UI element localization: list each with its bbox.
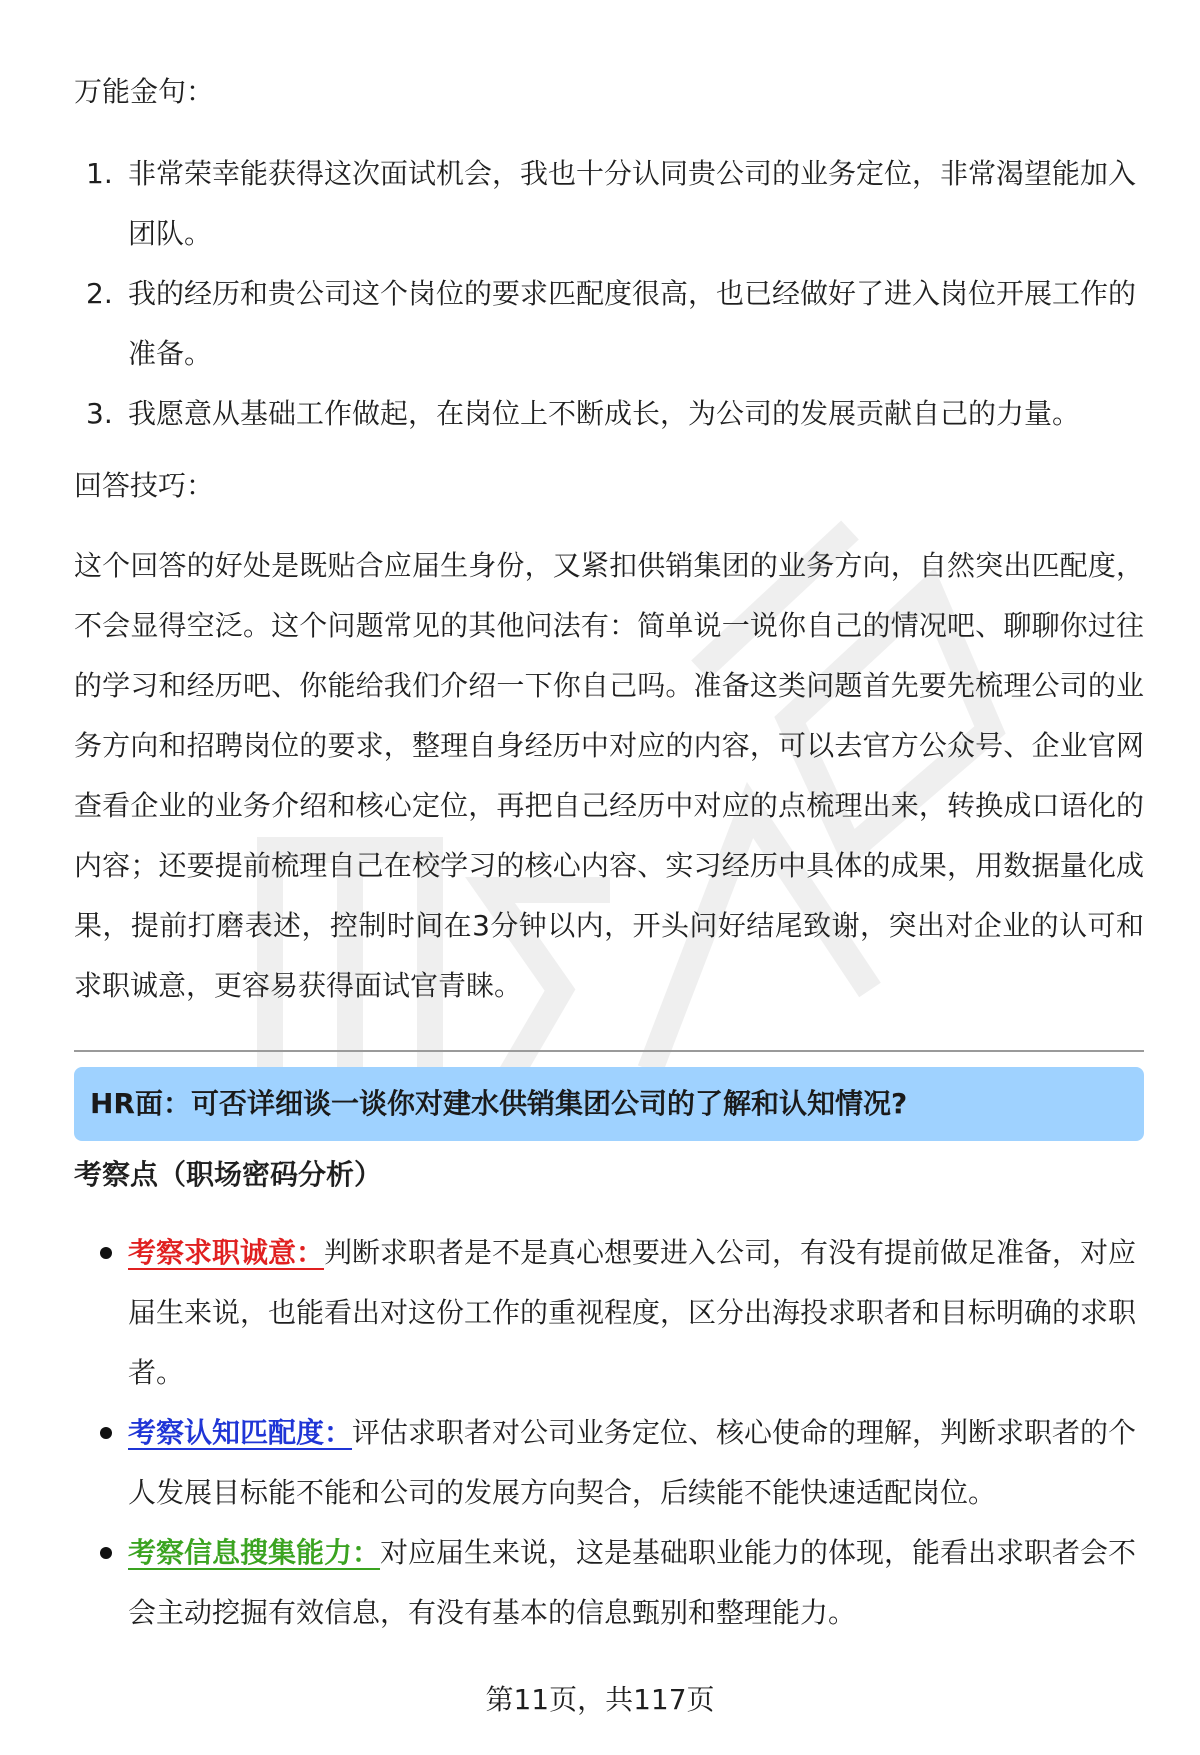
list-number: 1. <box>86 157 113 190</box>
section-divider <box>74 1050 1144 1052</box>
point-text: 对应届生来说，这是基础职业能力的体现，能看出求职者会不会主动挖掘有效信息，有没有基本的信息甄别和整理能力。 <box>128 1536 1137 1629</box>
keyword-cognition: 考察认知匹配度： <box>128 1416 353 1449</box>
tips-paragraph: 这个回答的好处是既贴合应届生身份，又紧扣供销集团的业务方向，自然突出匹配度，不会显得空泛。这个问题常见的其他问法有：简单说一说你自己的情况吧、聊聊你过往的学习和经历吧、你能给我们介绍一下你自己吗。准备这类问题首先要先梳理公司的业务方向和招聘岗位的要求，整理自身经历中对应的内容，可以去官方公众号、企业官网查看企业的业务介绍和核心定位，再把自己经历中对应的点梳理出来，转换成口语化的内容；还要提前梳理自己在校学习的核心内容、实习经历中具体的成果，用数据量化成果，提前打磨表述，控制时间在3分钟以内，开头问好结尾致谢，突出对企业的认可和求职诚意，更容易获得面试官青睐。 <box>74 549 1144 1002</box>
keyword-information: 考察信息搜集能力： <box>128 1536 381 1569</box>
list-number: 3. <box>86 397 113 430</box>
point-text: 判断求职者是不是真心想要进入公司，有没有提前做足准备，对应届生来说，也能看出对这份工作的重视程度，区分出海投求职者和目标明确的求职者。 <box>128 1236 1137 1389</box>
list-item-text: 我的经历和贵公司这个岗位的要求匹配度很高，也已经做好了进入岗位开展工作的准备。 <box>128 277 1137 370</box>
keyword-sincerity: 考察求职诚意： <box>128 1236 325 1269</box>
point-text: 评估求职者对公司业务定位、核心使命的理解，判断求职者的个人发展目标能不能和公司的发展方向契合，后续能不能快速适配岗位。 <box>128 1416 1137 1509</box>
list-item <box>74 1223 1144 1403</box>
bullet-icon <box>100 1427 112 1439</box>
list-item <box>74 1523 1144 1643</box>
phrases-list <box>74 144 1144 444</box>
list-item <box>74 144 1144 264</box>
hr-question-banner: HR面：可否详细谈一谈你对建水供销集团公司的了解和认知情况? <box>74 1067 1144 1141</box>
page-footer: 第11页，共117页 <box>485 1683 715 1716</box>
bullet-icon <box>100 1247 112 1259</box>
list-item <box>74 384 1144 444</box>
tips-label: 回答技巧： <box>74 469 215 502</box>
page-content <box>74 62 1144 1643</box>
exam-points-list <box>74 1223 1144 1643</box>
phrases-label: 万能金句： <box>74 75 215 108</box>
list-item-text: 我愿意从基础工作做起，在岗位上不断成长，为公司的发展贡献自己的力量。 <box>128 397 1081 430</box>
list-item <box>74 1403 1144 1523</box>
bullet-icon <box>100 1547 112 1559</box>
list-item <box>74 264 1144 384</box>
exam-section-title: 考察点（职场密码分析） <box>74 1158 383 1191</box>
list-number: 2. <box>86 277 113 310</box>
list-item-text: 非常荣幸能获得这次面试机会，我也十分认同贵公司的业务定位，非常渴望能加入团队。 <box>128 157 1137 250</box>
